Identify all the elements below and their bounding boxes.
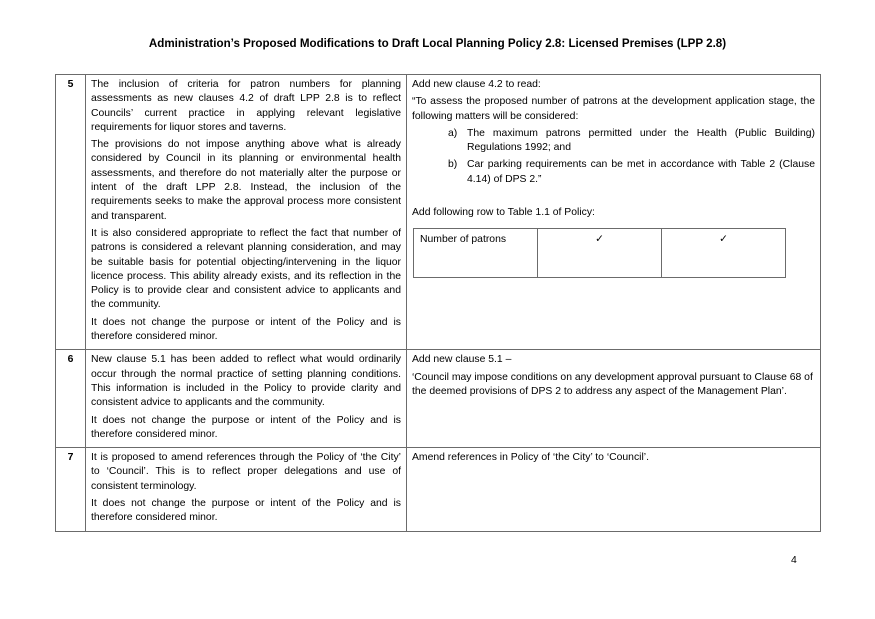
row-label: Number of patrons	[414, 229, 538, 278]
rationale-paragraph: It does not change the purpose or intent of the Policy and is therefore considered minor.	[91, 498, 401, 524]
list-item-label: a)	[448, 127, 458, 139]
rationale-paragraph: The inclusion of criteria for patron numbers for planning assessments as new clauses 4.2 of draft LPP 2.8 is to reflect Councils’ current practice in applying relevant legislative requirements for liquor stores and taverns.	[91, 79, 401, 133]
check-icon: ✓	[538, 229, 662, 278]
modification-intro: “To assess the proposed number of patrons at the development application stage, the following matters will be considered:	[412, 96, 815, 122]
list-item	[412, 158, 815, 187]
table-row	[414, 229, 786, 278]
rationale-paragraph: It is proposed to amend references through the Policy of ‘the City’ to ‘Council’. This is to reflect proper delegations and use of consistent terminology.	[91, 452, 401, 492]
table-row	[56, 75, 821, 350]
modification-cell	[407, 350, 821, 448]
page-title: Administration’s Proposed Modifications to Draft Local Planning Policy 2.8: Licensed Premises (LPP 2.8)	[148, 37, 727, 50]
check-icon: ✓	[662, 229, 786, 278]
table-intro: Add following row to Table 1.1 of Policy:	[412, 207, 595, 219]
list-item-text: The maximum patrons permitted under the Health (Public Building) Regulations 1992; and	[467, 127, 815, 154]
rationale-cell	[86, 75, 407, 350]
rationale-cell	[86, 448, 407, 531]
rationale-cell	[86, 350, 407, 448]
table-row	[56, 448, 821, 531]
modification-body: Amend references in Policy of ‘the City’ to ‘Council’.	[412, 452, 649, 464]
rationale-paragraph: The provisions do not impose anything above what is already considered by Council in its planning or environmental health assessments, and therefore do not materially alter the purpose or intent of the draft LPP 2.8. Instead, the inclusion of the requirements seeks to make the approval process more consistent and transparent.	[91, 139, 401, 222]
list-item-text: Car parking requirements can be met in accordance with Table 2 (Clause 4.14) of DPS 2.”	[467, 159, 815, 185]
list-item	[412, 127, 815, 156]
modification-cell	[407, 448, 821, 531]
table-row	[56, 350, 821, 448]
rationale-paragraph: It does not change the purpose or intent of the Policy and is therefore considered minor.	[91, 414, 401, 440]
list-item-label: b)	[448, 159, 458, 171]
rationale-paragraph: It is also considered appropriate to reflect the fact that number of patrons is considered a relevant planning consideration, and may be suitable basis for potential objecting/intervening in the liquor licence process. This ability already exists, and its reflection in the Policy is to provide clear and consistent advice to applicants and the community.	[91, 227, 401, 311]
rationale-paragraph: New clause 5.1 has been added to reflect what would ordinarily occur through the normal practice of setting planning conditions. This information is included in the Policy to provide clarity and consistent advice to applicants and the community.	[91, 354, 401, 409]
modification-heading: Add new clause 4.2 to read:	[412, 79, 541, 90]
modification-heading: Add new clause 5.1 –	[412, 354, 512, 366]
page-number: 4	[791, 555, 797, 566]
rationale-paragraph: It does not change the purpose or intent of the Policy and is therefore considered minor.	[91, 316, 401, 343]
policy-table-row	[413, 228, 786, 278]
row-number: 6	[56, 350, 86, 448]
row-number: 5	[56, 75, 86, 350]
row-number: 7	[56, 448, 86, 531]
modification-cell	[407, 75, 821, 350]
modification-body: ‘Council may impose conditions on any development approval pursuant to Clause 68 of the deemed provisions of DPS 2 to address any aspect of the Management Plan’.	[412, 371, 813, 397]
clause-list	[412, 127, 815, 187]
modifications-table	[55, 74, 821, 532]
